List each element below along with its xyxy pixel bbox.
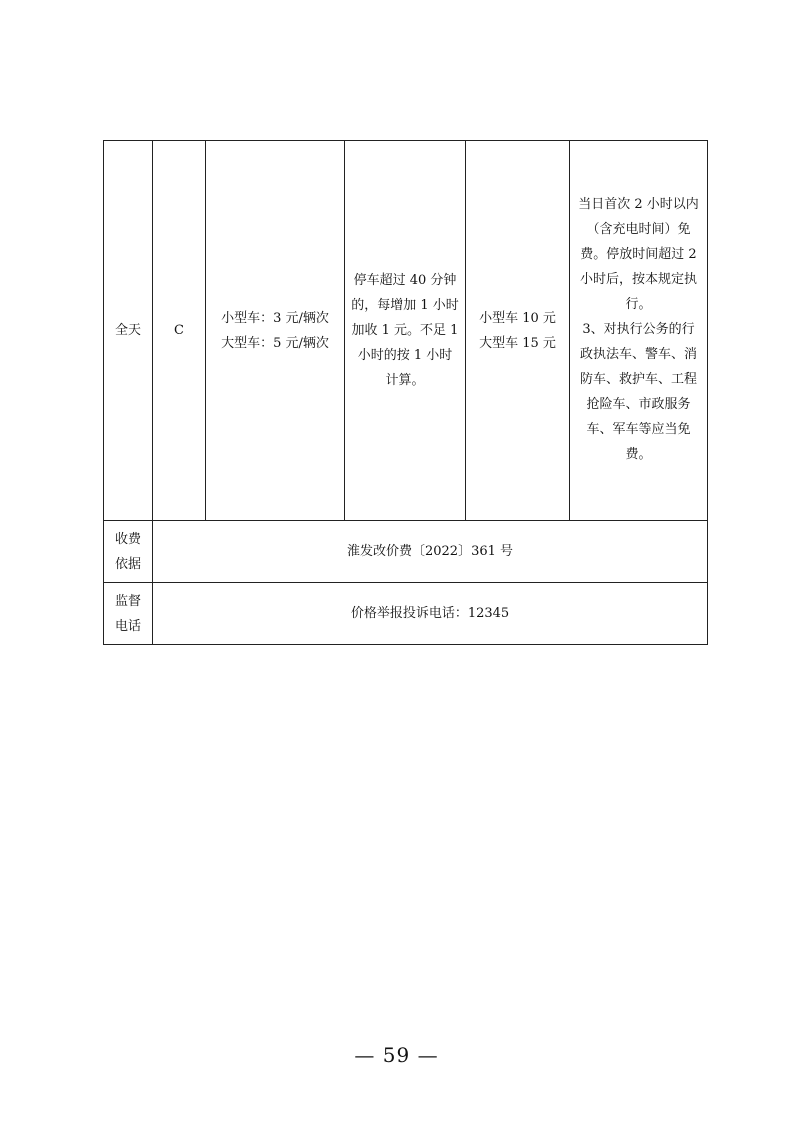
period-cell: 全天 [104,141,153,521]
notes-line: 3、对执行公务的行 [582,322,695,337]
notes-line: 政执法车、警车、消 [579,347,697,362]
phone-label-line: 电话 [114,618,141,634]
daily-cap-cell [466,141,570,521]
table-row-basis [104,521,708,583]
extra-fee-line: 小时的按 1 小时 [357,348,453,363]
phone-label-line: 监督 [114,593,141,609]
notes-cell [570,141,708,521]
notes-line: 防车、救护车、工程 [579,372,697,387]
notes-line: 费。 [625,447,652,462]
notes-line: （含充电时间）免 [586,222,691,237]
phone-label-cell [104,583,153,645]
extra-fee-cell [345,141,466,521]
base-fee-line: 大型车：5 元/辆次 [221,335,329,351]
extra-fee-line: 停车超过 40 分钟 [353,273,457,288]
daily-cap-line: 大型车 15 元 [479,335,556,351]
basis-label-cell [104,521,153,583]
fee-table [103,140,708,645]
base-fee-line: 小型车：3 元/辆次 [221,310,329,326]
notes-line: 当日首次 2 小时以内 [578,197,699,212]
basis-value-cell: 淮发改价费〔2022〕361 号 [153,521,708,583]
table-row-allday [104,141,708,521]
basis-label-line: 依据 [114,556,141,572]
basis-label-line: 收费 [114,531,141,547]
notes-line: 费。停放时间超过 2 [580,247,697,262]
notes-line: 小时后，按本规定执 [579,272,697,287]
phone-value-cell: 价格举报投诉电话：12345 [153,583,708,645]
table-row-phone [104,583,708,645]
notes-line: 车、军车等应当免 [586,422,691,437]
daily-cap-line: 小型车 10 元 [479,310,556,326]
notes-line: 抢险车、市政服务 [586,397,691,412]
notes-line: 行。 [625,297,652,312]
extra-fee-line: 计算。 [385,373,425,388]
extra-fee-line: 的，每增加 1 小时 [351,298,459,313]
page-number: — 59 — [354,1043,439,1067]
base-fee-cell [206,141,345,521]
extra-fee-line: 加收 1 元。不足 1 [351,323,459,338]
grade-cell: C [153,141,206,521]
